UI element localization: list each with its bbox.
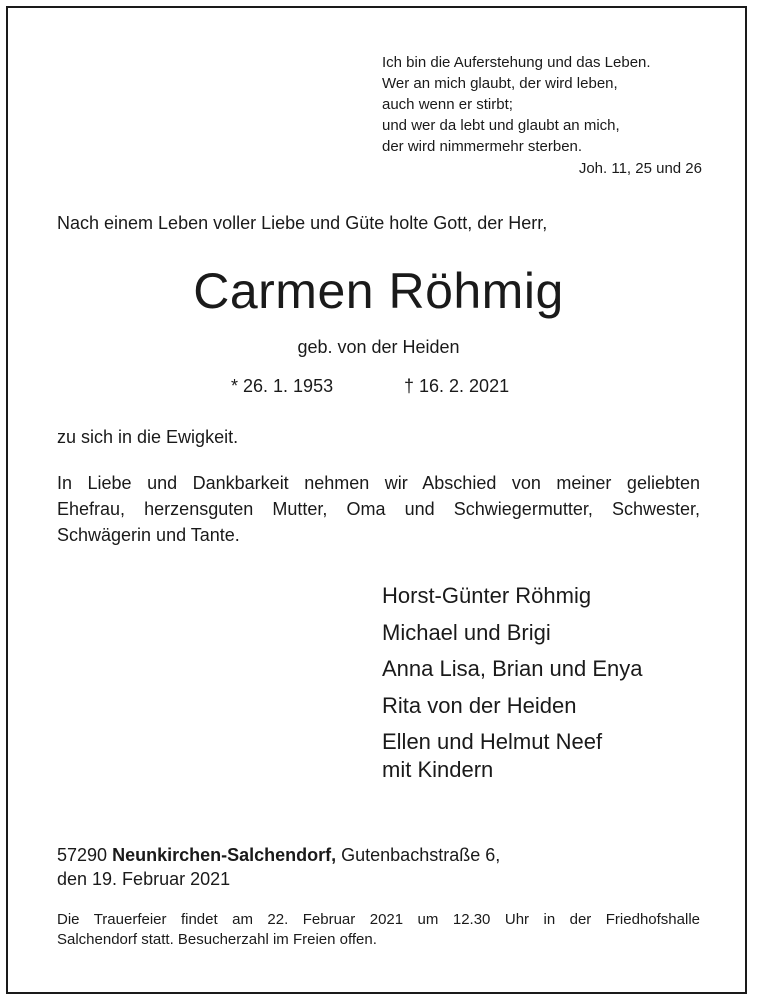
intro-text: Nach einem Leben voller Liebe und Güte holte Gott, der Herr, — [57, 213, 548, 233]
mourner-name: Ellen und Helmut Neef — [382, 729, 603, 754]
mourner-name: Michael und Brigi — [382, 619, 551, 645]
verse-line: Ich bin die Auferstehung und das Leben. — [382, 54, 651, 71]
mourner-name: Horst-Günter Röhmig — [382, 583, 592, 608]
farewell-line: In Liebe und Dankbarkeit nehmen wir Abschied von meiner geliebten — [57, 473, 700, 493]
farewell-paragraph — [57, 470, 700, 548]
farewell-line: Ehefrau, herzensguten Mutter, Oma und Schwiegermutter, Schwester, — [57, 499, 700, 519]
birth-date: * 26. 1. 1953 — [231, 376, 334, 396]
address-block — [57, 843, 500, 891]
mourner-name: Rita von der Heiden — [382, 692, 577, 718]
verse-line: Wer an mich glaubt, der wird leben, — [382, 75, 618, 92]
verse-line: auch wenn er stirbt; — [382, 96, 513, 113]
date-line: den 19. Februar 2021 — [57, 869, 231, 889]
service-note-line: Die Trauerfeier findet am 22. Februar 2021 um 12.30 Uhr in der Friedhofshalle — [57, 911, 700, 928]
eternity-text: zu sich in die Ewigkeit. — [57, 427, 239, 447]
verse-line: und wer da lebt und glaubt an mich, — [382, 117, 620, 134]
mourner-name: Anna Lisa, Brian und Enya — [382, 656, 643, 681]
town-name: Neunkirchen-Salchendorf, — [112, 845, 337, 865]
address-line — [57, 843, 500, 867]
verse-reference: Joh. 11, 25 und 26 — [578, 160, 702, 177]
death-date: † 16. 2. 2021 — [404, 376, 510, 396]
postal-code: 57290 — [57, 845, 108, 865]
verse-line: der wird nimmermehr sterben. — [382, 138, 583, 155]
street-name: Gutenbachstraße 6, — [341, 845, 501, 865]
mourner-name: mit Kindern — [382, 756, 494, 782]
service-note — [57, 910, 700, 950]
service-note-line: Salchendorf statt. Besucherzahl im Freien offen. — [57, 931, 377, 948]
bible-verse — [382, 52, 651, 157]
farewell-line: Schwägerin und Tante. — [57, 525, 240, 545]
deceased-name: Carmen Röhmig — [193, 263, 564, 319]
maiden-name: geb. von der Heiden — [297, 337, 460, 357]
mourners-list — [382, 578, 643, 784]
